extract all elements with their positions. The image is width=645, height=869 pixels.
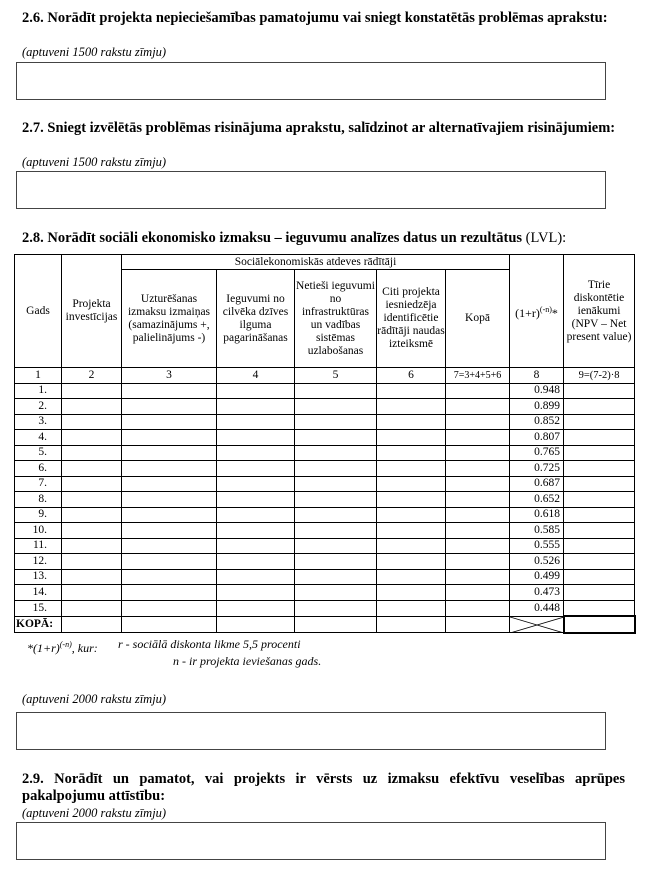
column-number: 2 [62, 368, 122, 384]
total-label: KOPĀ: [15, 616, 62, 633]
input-cell[interactable] [217, 585, 295, 601]
input-cell[interactable] [446, 414, 510, 430]
section-2-8-heading-unit: (LVL): [525, 230, 567, 246]
header-col-6: Citi projekta iesniedzēja identificētie rādītāji naudas izteiksmē [377, 270, 446, 368]
header-gads: Gads [15, 255, 62, 368]
year-cell: 7. [15, 476, 62, 492]
input-cell[interactable] [564, 538, 635, 554]
input-cell[interactable] [62, 414, 122, 430]
header-group-atdeves: Sociālekonomiskās atdeves rādītāji [122, 255, 510, 270]
input-cell[interactable] [446, 399, 510, 415]
input-cell[interactable] [564, 399, 635, 415]
footnote-formula-sup: (-n) [59, 640, 72, 649]
table-row [15, 600, 635, 616]
input-cell[interactable] [377, 445, 446, 461]
year-cell: 1. [15, 383, 62, 399]
table-row [15, 492, 635, 508]
table-row [15, 399, 635, 415]
input-cell[interactable] [122, 414, 217, 430]
input-cell[interactable] [377, 430, 446, 446]
input-cell[interactable] [295, 538, 377, 554]
input-cell[interactable] [446, 554, 510, 570]
input-cell[interactable] [122, 430, 217, 446]
column-number: 9=(7-2)·8 [564, 368, 635, 384]
input-cell[interactable] [122, 461, 217, 477]
table-row [15, 523, 635, 539]
section-2-8-textbox[interactable] [16, 712, 606, 750]
discount-factor-cell: 0.948 [510, 383, 564, 399]
input-cell[interactable] [122, 399, 217, 415]
table-row [15, 585, 635, 601]
section-2-9-hint: (aptuveni 2000 rakstu zīmju) [22, 806, 167, 820]
table-row [15, 414, 635, 430]
footnote-kur: , kur: [71, 641, 98, 655]
input-cell[interactable] [295, 585, 377, 601]
input-cell[interactable] [62, 461, 122, 477]
header-col-5: Netieši ieguvumi no infrastruktūras un vadības sistēmas uzlabošanas [295, 270, 377, 368]
input-cell[interactable] [564, 554, 635, 570]
input-cell[interactable] [62, 523, 122, 539]
section-2-9-heading: 2.9. Norādīt un pamatot, vai projekts ir vērsts uz izmaksu efektīvu veselības aprūpes pakalpojumu attīstību: [22, 771, 625, 804]
input-cell[interactable] [122, 476, 217, 492]
input-cell[interactable] [377, 399, 446, 415]
table-row [15, 538, 635, 554]
factor-star: * [551, 305, 558, 320]
input-cell[interactable] [122, 585, 217, 601]
input-cell[interactable] [62, 445, 122, 461]
input-cell[interactable] [122, 600, 217, 616]
table-row [15, 476, 635, 492]
input-cell[interactable] [295, 445, 377, 461]
discount-factor-cell: 0.448 [510, 600, 564, 616]
footnote-formula: *(1+r) [27, 641, 60, 655]
column-number: 7=3+4+5+6 [446, 368, 510, 384]
input-cell[interactable] [295, 461, 377, 477]
input-cell[interactable] [62, 476, 122, 492]
input-cell[interactable] [122, 383, 217, 399]
total-cell[interactable] [62, 616, 122, 633]
column-number: 4 [217, 368, 295, 384]
factor-label: (1+r) [515, 305, 540, 320]
input-cell[interactable] [217, 414, 295, 430]
input-cell[interactable] [217, 492, 295, 508]
input-cell[interactable] [217, 600, 295, 616]
input-cell[interactable] [62, 507, 122, 523]
section-2-6-heading: 2.6. Norādīt projekta nepieciešamības pamatojumu vai sniegt konstatētās problēmas aprakstu: [22, 10, 608, 26]
input-cell[interactable] [446, 445, 510, 461]
input-cell[interactable] [377, 414, 446, 430]
input-cell[interactable] [295, 507, 377, 523]
section-2-7-hint: (aptuveni 1500 rakstu zīmju) [22, 155, 167, 169]
discount-factor-cell: 0.899 [510, 399, 564, 415]
input-cell[interactable] [217, 554, 295, 570]
input-cell[interactable] [295, 414, 377, 430]
discount-factor-cell: 0.652 [510, 492, 564, 508]
input-cell[interactable] [217, 445, 295, 461]
input-cell[interactable] [62, 554, 122, 570]
discount-factor-cell: 0.765 [510, 445, 564, 461]
input-cell[interactable] [446, 383, 510, 399]
input-cell[interactable] [217, 461, 295, 477]
column-number: 3 [122, 368, 217, 384]
input-cell[interactable] [377, 554, 446, 570]
discount-factor-cell: 0.526 [510, 554, 564, 570]
header-kopa: Kopā [446, 270, 510, 368]
total-cell[interactable] [446, 616, 510, 633]
input-cell[interactable] [377, 538, 446, 554]
year-cell: 9. [15, 507, 62, 523]
input-cell[interactable] [122, 507, 217, 523]
discount-factor-cell: 0.585 [510, 523, 564, 539]
discount-factor-cell: 0.499 [510, 569, 564, 585]
input-cell[interactable] [377, 523, 446, 539]
discount-factor-cell: 0.807 [510, 430, 564, 446]
table-row [15, 554, 635, 570]
input-cell[interactable] [122, 538, 217, 554]
input-cell[interactable] [446, 461, 510, 477]
input-cell[interactable] [295, 492, 377, 508]
input-cell[interactable] [217, 430, 295, 446]
input-cell[interactable] [446, 476, 510, 492]
column-number: 6 [377, 368, 446, 384]
discount-factor-cell: 0.618 [510, 507, 564, 523]
input-cell[interactable] [295, 430, 377, 446]
input-cell[interactable] [295, 399, 377, 415]
year-cell: 13. [15, 569, 62, 585]
table-row [15, 430, 635, 446]
input-cell[interactable] [217, 507, 295, 523]
input-cell[interactable] [377, 585, 446, 601]
total-factor-crossed [510, 616, 564, 633]
discount-factor-cell: 0.555 [510, 538, 564, 554]
input-cell[interactable] [295, 554, 377, 570]
input-cell[interactable] [377, 492, 446, 508]
input-cell[interactable] [564, 414, 635, 430]
input-cell[interactable] [377, 461, 446, 477]
input-cell[interactable] [122, 569, 217, 585]
input-cell[interactable] [295, 523, 377, 539]
input-cell[interactable] [122, 445, 217, 461]
input-cell[interactable] [564, 600, 635, 616]
input-cell[interactable] [564, 507, 635, 523]
table-row [15, 569, 635, 585]
year-cell: 2. [15, 399, 62, 415]
total-cell[interactable] [377, 616, 446, 633]
year-cell: 12. [15, 554, 62, 570]
discount-factor-cell: 0.725 [510, 461, 564, 477]
input-cell[interactable] [295, 600, 377, 616]
year-cell: 4. [15, 430, 62, 446]
input-cell[interactable] [446, 492, 510, 508]
input-cell[interactable] [217, 383, 295, 399]
total-row [15, 616, 635, 633]
year-cell: 11. [15, 538, 62, 554]
input-cell[interactable] [377, 507, 446, 523]
input-cell[interactable] [377, 476, 446, 492]
total-npv-cell[interactable] [564, 616, 635, 633]
input-cell[interactable] [446, 585, 510, 601]
table-row [15, 383, 635, 399]
input-cell[interactable] [217, 538, 295, 554]
section-2-6-hint: (aptuveni 1500 rakstu zīmju) [22, 45, 167, 59]
section-2-7-textbox[interactable] [16, 171, 606, 209]
header-discount-factor [510, 255, 564, 368]
table-row [15, 461, 635, 477]
input-cell[interactable] [564, 461, 635, 477]
input-cell[interactable] [377, 569, 446, 585]
year-cell: 3. [15, 414, 62, 430]
input-cell[interactable] [564, 445, 635, 461]
input-cell[interactable] [217, 476, 295, 492]
discount-factor-cell: 0.687 [510, 476, 564, 492]
input-cell[interactable] [62, 600, 122, 616]
section-2-9-textbox[interactable] [16, 822, 606, 860]
input-cell[interactable] [62, 585, 122, 601]
section-2-8-heading-text: 2.8. Norādīt sociāli ekonomisko izmaksu – ieguvumu analīzes datus un rezultātus [22, 230, 523, 246]
input-cell[interactable] [564, 569, 635, 585]
input-cell[interactable] [564, 476, 635, 492]
column-number-row [15, 368, 635, 384]
input-cell[interactable] [446, 523, 510, 539]
input-cell[interactable] [377, 600, 446, 616]
input-cell[interactable] [122, 554, 217, 570]
input-cell[interactable] [295, 569, 377, 585]
input-cell[interactable] [62, 383, 122, 399]
input-cell[interactable] [446, 569, 510, 585]
column-number: 5 [295, 368, 377, 384]
header-npv: Tīrie diskontētie ienākumi (NPV – Net present value) [564, 255, 635, 368]
year-cell: 8. [15, 492, 62, 508]
input-cell[interactable] [446, 507, 510, 523]
total-cell[interactable] [217, 616, 295, 633]
section-2-8-heading [22, 230, 632, 247]
input-cell[interactable] [564, 492, 635, 508]
input-cell[interactable] [446, 430, 510, 446]
input-cell[interactable] [564, 523, 635, 539]
factor-sup: (-n) [539, 304, 552, 314]
input-cell[interactable] [122, 523, 217, 539]
column-number: 8 [510, 368, 564, 384]
input-cell[interactable] [564, 383, 635, 399]
footnote-r: r - sociālā diskonta likme 5,5 procenti [118, 637, 301, 651]
year-cell: 10. [15, 523, 62, 539]
discount-factor-cell: 0.852 [510, 414, 564, 430]
input-cell[interactable] [62, 492, 122, 508]
table-row [15, 445, 635, 461]
year-cell: 5. [15, 445, 62, 461]
input-cell[interactable] [217, 523, 295, 539]
table-row [15, 507, 635, 523]
column-number: 1 [15, 368, 62, 384]
input-cell[interactable] [564, 430, 635, 446]
section-2-6-textbox[interactable] [16, 62, 606, 100]
input-cell[interactable] [62, 430, 122, 446]
input-cell[interactable] [122, 492, 217, 508]
section-2-8-hint: (aptuveni 2000 rakstu zīmju) [22, 692, 167, 706]
section-2-7-heading: 2.7. Sniegt izvēlētās problēmas risinājuma aprakstu, salīdzinot ar alternatīvajiem risinājumiem: [22, 120, 616, 136]
footnote-n: n - ir projekta ieviešanas gads. [173, 654, 322, 668]
input-cell[interactable] [217, 399, 295, 415]
year-cell: 6. [15, 461, 62, 477]
input-cell[interactable] [377, 383, 446, 399]
cost-benefit-table [14, 254, 636, 634]
discount-factor-cell: 0.473 [510, 585, 564, 601]
header-col-4: Ieguvumi no cilvēka dzīves ilguma pagarināšanas [217, 270, 295, 368]
header-col-3: Uzturēšanas izmaksu izmaiņas (samazinājums +, palielinājums -) [122, 270, 217, 368]
input-cell[interactable] [217, 569, 295, 585]
input-cell[interactable] [295, 383, 377, 399]
cross-out-icon [510, 617, 564, 633]
input-cell[interactable] [62, 399, 122, 415]
header-investicijas: Projekta investīcijas [62, 255, 122, 368]
input-cell[interactable] [295, 476, 377, 492]
year-cell: 14. [15, 585, 62, 601]
total-cell[interactable] [122, 616, 217, 633]
input-cell[interactable] [564, 585, 635, 601]
year-cell: 15. [15, 600, 62, 616]
total-cell[interactable] [295, 616, 377, 633]
input-cell[interactable] [62, 569, 122, 585]
input-cell[interactable] [62, 538, 122, 554]
input-cell[interactable] [446, 600, 510, 616]
input-cell[interactable] [446, 538, 510, 554]
